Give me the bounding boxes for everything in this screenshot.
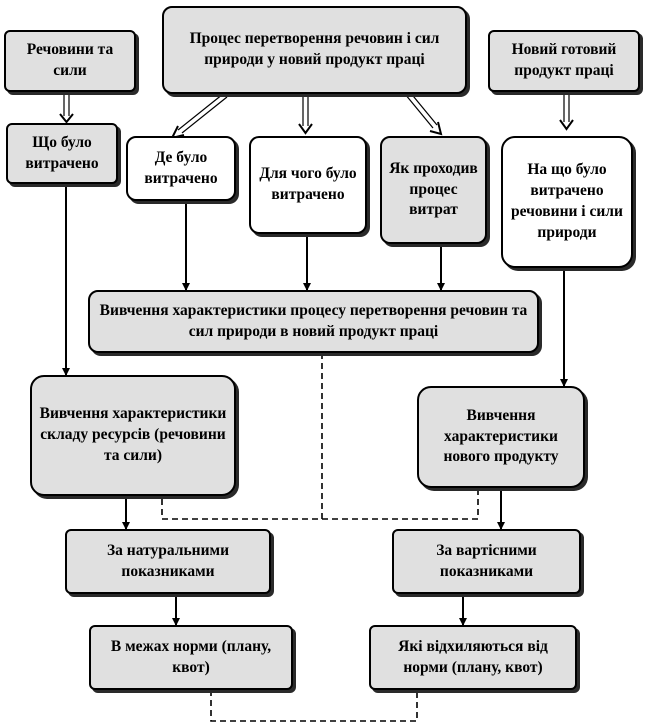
box-how-process: Як проходив процес витрат <box>380 136 487 244</box>
double-arrows <box>64 91 569 133</box>
box-process-main: Процес перетворення речовин і сил природи у новий продукт праці <box>162 6 467 94</box>
box-natural-indicators: За натуральними показниками <box>65 529 271 594</box>
box-study-product: Вивчення характеристики нового продукту <box>417 386 585 488</box>
box-substances-forces: Речовини та сили <box>4 30 136 92</box>
box-new-product: Новий готовий продукт праці <box>488 30 640 92</box>
box-value-indicators: За вартісними показниками <box>392 529 581 594</box>
box-what-spent: Що було витрачено <box>6 123 118 184</box>
box-where-spent: Де було витрачено <box>126 136 236 201</box>
box-deviations: Які відхиляються від норми (плану, квот) <box>369 625 577 690</box>
box-study-resources: Вивчення характеристики складу ресурсів (речовини та сили) <box>30 375 236 496</box>
box-study-process: Вивчення характеристики процесу перетворення речовин та сил природи в новий продукт праці <box>88 290 539 353</box>
box-on-what-spent: На що було витрачено речовини і сили природи <box>501 136 633 268</box>
double-arrow-heads <box>60 114 573 138</box>
box-within-norm: В межах норми (плану, квот) <box>89 625 293 690</box>
box-why-spent: Для чого було витрачено <box>249 136 367 234</box>
